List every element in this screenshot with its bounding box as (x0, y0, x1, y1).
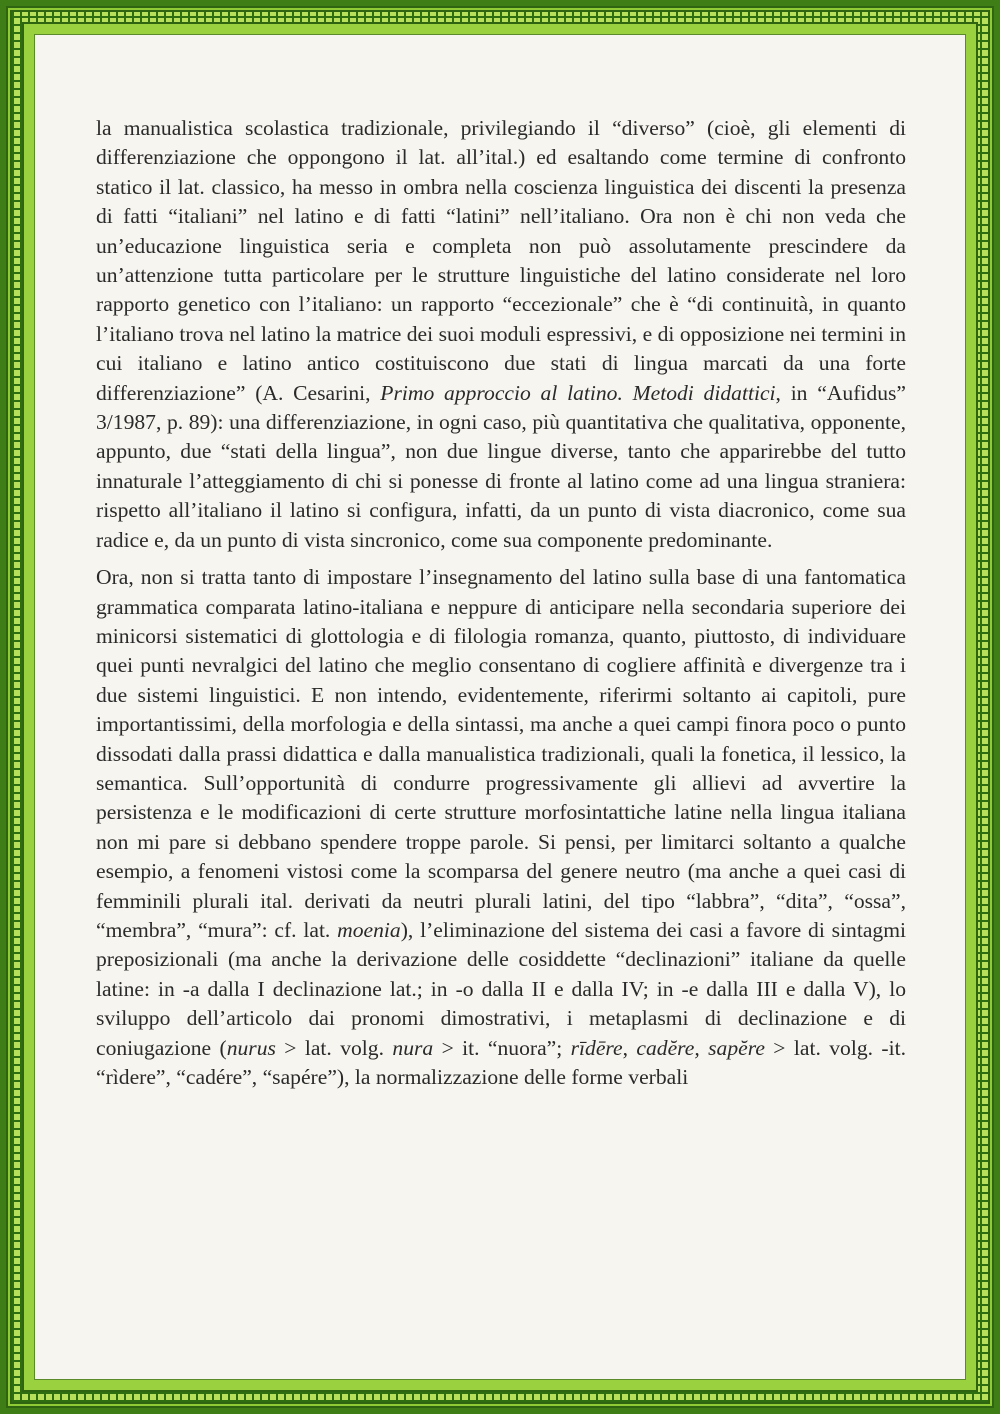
latin-word: rīdēre (570, 1035, 623, 1060)
text-run: , in “Aufidus” 3/1987, p. 89): una differenziazione, in ogni caso, più quantitativa che qualitativa, opponente, appunto, due “stati della lingua”, non due lingue diverse, tanto che apparirebbe del tutto innaturale l’atteggiamento di chi si ponesse di fronte al latino come ad una lingua straniera: rispetto all’italiano il latino si configura, infatti, da un punto di vista diacronico, come sua radice e, da un punto di vista sincronico, come sua componente predominante. (96, 380, 906, 552)
latin-word: nura (392, 1035, 434, 1060)
latin-word: nurus (226, 1035, 276, 1060)
text-run: > lat. volg. (275, 1035, 393, 1060)
paragraph-1 (96, 114, 906, 555)
latin-word: cadĕre, sapĕre (636, 1035, 765, 1060)
text-run: ), l’eliminazione del sistema dei casi a favore di sintagmi preposizionali (ma anche la derivazione delle cosiddette “declinazioni” italiane da quelle latine: in -a dalla I declinazione lat.; in -o dalla II e dalla IV; in -e dalla III e dalla V), lo sviluppo dell’articolo dai pronomi dimostrativi, i metaplasmi di declinazione e di coniugazione ( (96, 917, 906, 1060)
text-run: > lat. volg. -it. “rìdere”, “cadére”, “sapére”), la normalizzazione delle forme verbali (96, 1035, 906, 1089)
document-body (96, 114, 906, 1092)
latin-word: moenia (337, 917, 401, 942)
book-title: Primo approccio al latino. Metodi didattici (380, 380, 776, 405)
text-run: la manualistica scolastica tradizionale, privilegiando il “diverso” (cioè, gli elementi di differenziazione che oppongono il lat. all’ital.) ed esaltando come termine di confronto statico il lat. classico, ha messo in ombra nella coscienza linguistica dei discenti la presenza di fatti “italiani” nel latino e di fatti “latini” nell’italiano. Ora non è chi non veda che un’educazione linguistica seria e completa non può assolutamente prescindere da un’attenzione tutta particolare per le strutture linguistiche del latino considerate nel loro rapporto genetico con l’italiano: un rapporto “eccezionale” che è “di continuità, in quanto l’italiano trova nel latino la matrice dei suoi moduli espressivi, e di opposizione nei termini in cui italiano e latino antico costituiscono due stati di lingua marcati da una forte differenziazione” (A. Cesarini, (96, 116, 906, 405)
paragraph-2 (96, 563, 906, 1092)
text-run: , (622, 1035, 637, 1060)
text-run: Ora, non si tratta tanto di impostare l’insegnamento del latino sulla base di una fantomatica grammatica comparata latino-italiana e neppure di anticipare nella secondaria superiore dei minicorsi sistematici di glottologia e di filologia romanza, quanto, piuttosto, di individuare quei punti nevralgici del latino che meglio consentano di cogliere affinità e divergenze tra i due sistemi linguistici. E non intendo, evidentemente, riferirmi soltanto ai capitoli, pure importantissimi, della morfologia e della sintassi, ma anche a quei campi finora poco o punto dissodati dalla prassi didattica e dalla manualistica tradizionali, quali la fonetica, il lessico, la semantica. Sull’opportunità di condurre progressivamente gli allievi ad avvertire la persistenza e le modificazioni di certe strutture morfosintattiche latine nella lingua italiana non mi pare si debbano spendere troppe parole. Si pensi, per limitarci soltanto a qualche esempio, a fenomeni vistosi come la scomparsa del genere neutro (ma anche a quei casi di femminili plurali ital. derivati da neutri plurali latini, del tipo “labbra”, “dita”, “ossa”, “membra”, “mura”: cf. lat. (96, 565, 906, 942)
text-run: > it. “nuora”; (433, 1035, 571, 1060)
